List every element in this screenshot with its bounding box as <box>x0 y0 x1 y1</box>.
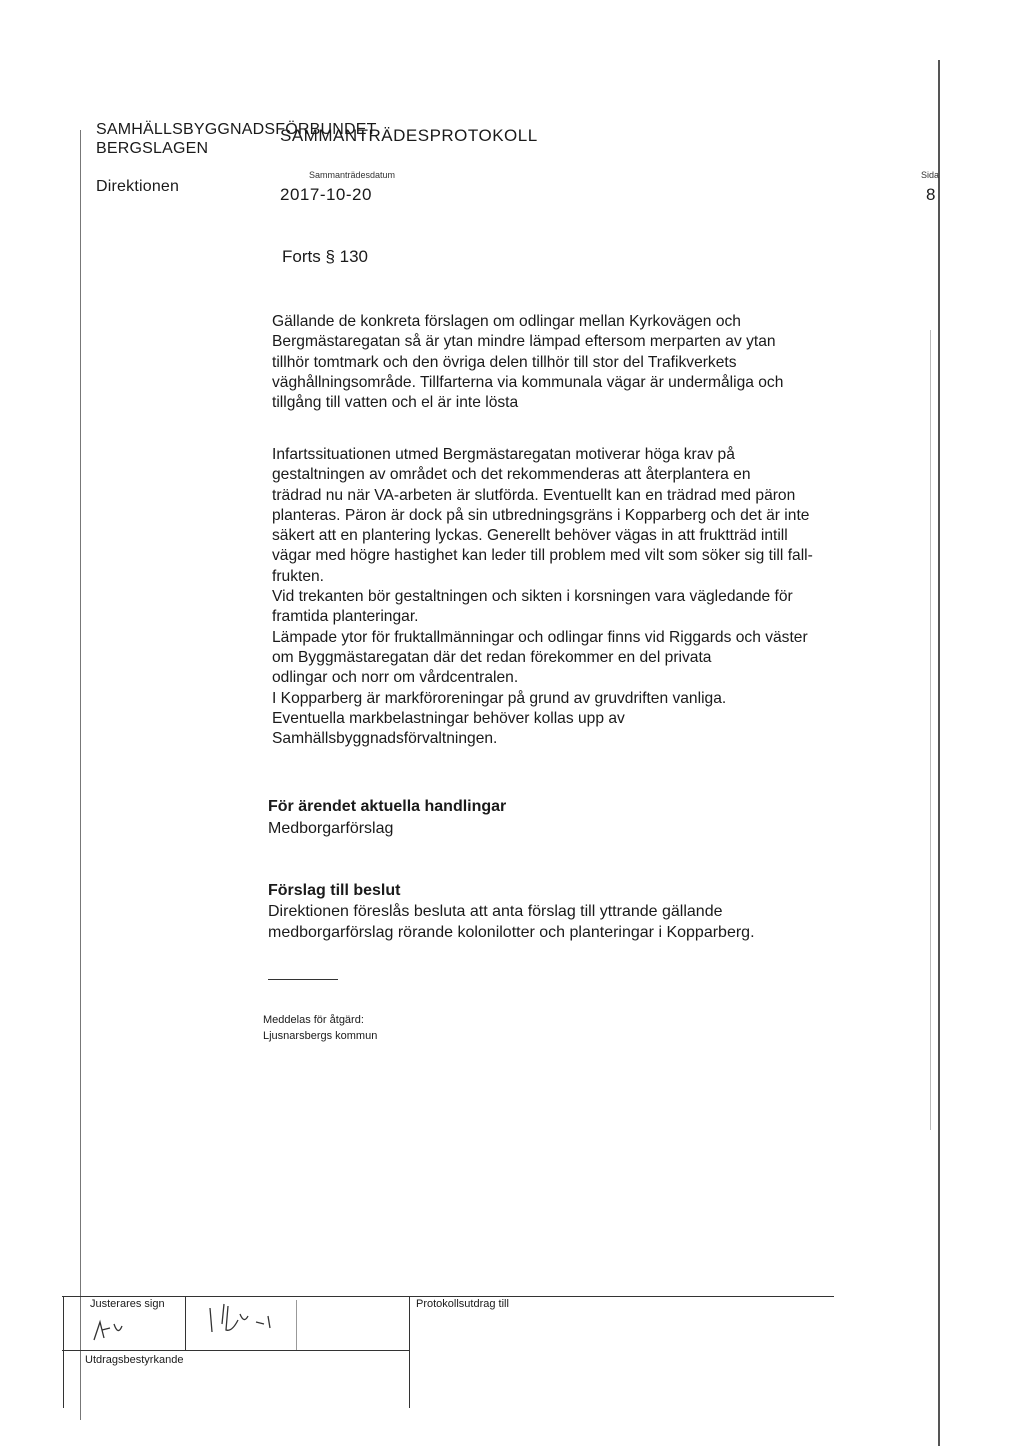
text-line: tillhör tomtmark och den övriga delen tillhör till stor del Trafikverkets <box>272 353 737 371</box>
text-line: trädrad nu när VA-arbeten är slutförda. Eventuellt kan en trädrad med päron <box>272 486 796 504</box>
text-line: tillgång till vatten och el är inte lösta <box>272 394 519 412</box>
organization-name-line2: BERGSLAGEN <box>96 140 209 157</box>
documents-item: Medborgarförslag <box>268 820 394 837</box>
notify-block <box>263 1012 377 1044</box>
footer-col-divider-2 <box>296 1300 297 1350</box>
documents-section <box>268 796 506 841</box>
footer-left-edge <box>63 1296 64 1408</box>
text-line: frukten. <box>272 567 325 585</box>
text-line: odlingar och norr om vårdcentralen. <box>272 669 519 687</box>
protocol-extract-label: Protokollsutdrag till <box>416 1298 509 1310</box>
page-number: 8 <box>926 185 936 204</box>
initials-signature-2 <box>204 1302 284 1342</box>
separator-rule <box>268 979 338 980</box>
footer-mid-rule <box>62 1350 409 1351</box>
left-margin-line <box>80 130 81 1420</box>
text-line: Infartssituationen utmed Bergmästaregatan motiverar höga krav på <box>272 446 735 463</box>
footer-top-rule-right <box>409 1296 834 1297</box>
notify-recipient: Ljusnarsbergs kommun <box>263 1030 378 1042</box>
text-line: vägar med högre hastighet kan leder till problem med vilt som söker sig till fall- <box>272 547 813 565</box>
initials-signature-1 <box>88 1316 138 1346</box>
page-label: Sida <box>921 170 940 180</box>
text-line: planteras. Päron är dock på sin utbredningsgräns i Kopparberg och det är inte <box>272 506 810 524</box>
footer-top-rule <box>62 1296 409 1297</box>
meeting-date: 2017-10-20 <box>280 185 372 204</box>
text-line: säkert att en plantering lyckas. Generellt behöver vägas in att fruktträd intill <box>272 527 788 545</box>
text-line: Vid trekanten bör gestaltningen och sikten i korsningen vara vägledande för <box>272 588 793 606</box>
proposal-section <box>268 880 868 943</box>
department-name: Direktionen <box>96 178 180 195</box>
text-line: Eventuella markbelastningar behöver kollas upp av <box>272 709 625 727</box>
text-line: Lämpade ytor för fruktallmänningar och odlingar finns vid Riggards och väster <box>272 628 808 646</box>
right-scan-edge <box>938 60 940 1446</box>
adjusters-sign-label: Justerares sign <box>90 1298 165 1310</box>
proposal-text-line: medborgarförslag rörande kolonilotter och planteringar i Kopparberg. <box>268 924 755 941</box>
notify-label: Meddelas för åtgärd: <box>263 1014 364 1026</box>
text-line: framtida planteringar. <box>272 608 419 626</box>
paragraph-entrance-situation <box>272 445 882 749</box>
text-line: väghållningsområde. Tillfarterna via kommunala vägar är undermåliga och <box>272 373 784 391</box>
document-type: SAMMANTRÄDESPROTOKOLL <box>280 126 538 145</box>
section-reference: Forts § 130 <box>282 247 368 266</box>
proposal-heading: Förslag till beslut <box>268 882 401 899</box>
text-line: Bergmästaregatan så är ytan mindre lämpad eftersom merparten av ytan <box>272 333 776 351</box>
documents-heading: För ärendet aktuella handlingar <box>268 798 507 815</box>
right-scan-edge-inner <box>930 330 931 1130</box>
paragraph-cultivation-proposals <box>272 312 882 413</box>
extract-certifying-label: Utdragsbestyrkande <box>85 1354 184 1366</box>
proposal-text-line: Direktionen föreslås besluta att anta förslag till yttrande gällande <box>268 903 723 920</box>
footer-center-divider <box>409 1296 410 1408</box>
text-line: Samhällsbyggnadsförvaltningen. <box>272 730 498 748</box>
text-line: I Kopparberg är markföroreningar på grund av gruvdriften vanliga. <box>272 689 727 707</box>
footer-col-divider <box>185 1296 186 1350</box>
text-line: om Byggmästaregatan där det redan förekommer en del privata <box>272 648 712 666</box>
meeting-date-label: Sammanträdesdatum <box>309 170 396 180</box>
text-line: Gällande de konkreta förslagen om odlingar mellan Kyrkovägen och <box>272 313 741 330</box>
organization-name-line1: SAMHÄLLSBYGGNADSFÖRBUNDET <box>96 121 377 138</box>
text-line: gestaltningen av området och det rekommenderas att återplantera en <box>272 466 751 484</box>
